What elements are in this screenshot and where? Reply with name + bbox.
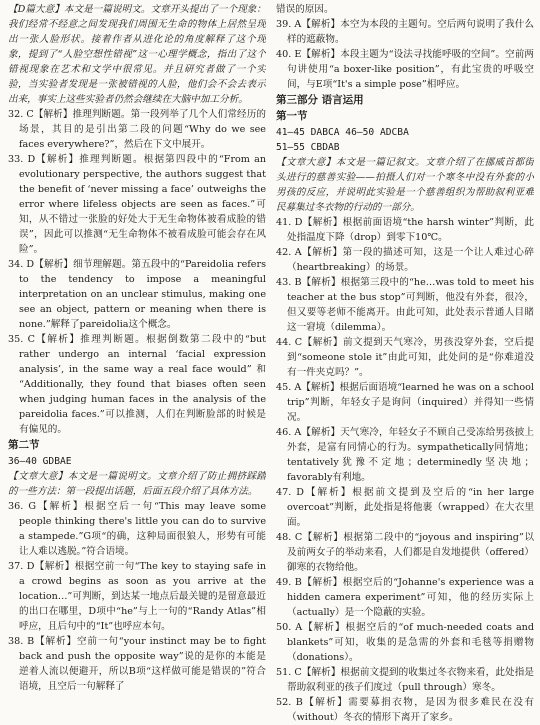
answer-item-46: 46. A【解析】天气寒冷，年轻女子不顾自己受冻给男孩披上外套，是富有同情心的行为。sympathetically同情地；tentatively犹豫不定地；determinedly坚决地；favorably有利地。 <box>276 427 534 483</box>
paragraph: 【D篇大意】本文是一篇说明文。文章开头提出了一个现象：我们经常不经意之间发现我们周围无生命的物体上居然呈现出一张人脸形状。接着作者从进化论的角度解释了这个现象，提到了“人脸空想性错视”这一心理学概念，指出了这个错视现象在艺术和文学中很常见。并且研究者做了一个实验，当实验者发现是一张被错视的人脸，他们会不会去表示出来，事实上这些实验者仍然会继续在大脑中加工分析。 <box>8 4 266 105</box>
answer-item-38: 38. B【解析】空前一句“your instinct may be to fight back and push the opposite way”说的是你的本能是逆着人流以便避开，所以B项“这样做可能是错误的”符合语境，且空后一句解释了 <box>8 636 266 692</box>
answer-item-34: 34. D【解析】细节理解题。第五段中的“Pareidolia refers to the tendency to impose a meaningful interpretation on an unclear stimulus, making one see an object, pattern or meaning when there is none.”解释了pareidolia这个概念。 <box>8 259 266 330</box>
paragraph: 【文章大意】本文是一篇记叙文。文章介绍了在挪威首都街头进行的慈善实验——拍摄人们对一个寒冬中没有外套的小男孩的反应，并说明此实验是一个慈善组织为帮助叙利亚难民募集过冬衣物的行动的一部分。 <box>276 157 534 213</box>
paragraph: 【文章大意】本文是一篇说明文。文章介绍了防止拥挤踩踏的一些方法：第一段提出话题，后面五段介绍了具体方法。 <box>8 471 266 497</box>
answer-line: 51—55 CBDAB <box>276 142 340 153</box>
answer-item-44: 44. C【解析】前文提到天气寒冷，男孩没穿外套，空后提到“someone stole it”由此可知，此处问的是“你难道没有一件夹克吗？”。 <box>276 337 534 378</box>
answer-item-37: 37. D【解析】根据空前一句“The key to staying safe in a crowd begins as soon as you arrive at the location…”可判断，到达某一地点后最关键的是留意最近的出口在哪里，D项中“he”与上一句的“Randy Atlas”相呼应，且后句中的“It”也呼应本句。 <box>8 561 266 632</box>
answer-item-42: 42. A【解析】第一段的描述可知，这是一个让人难过心碎（heartbreaking）的场景。 <box>276 247 534 273</box>
answer-item-32: 32. C【解析】推理判断题。第一段列举了几个人们常经历的场景，其目的是引出第二段的问题“Why do we see faces everywhere?”，然后在下文中展开。 <box>8 109 266 150</box>
paragraph: 错误的原因。 <box>276 4 334 15</box>
answer-item-48: 48. C【解析】根据第二段中的“joyous and inspiring”以及前两女子的举动来看，人们都是自发地提供（offered）御寒的衣物给他。 <box>276 532 534 573</box>
answer-item-43: 43. B【解析】根据第三段中的“he…was told to meet his teacher at the bus stop”可判断，他没有外套，很冷，但又要等老师不能离开。由此可知，此处表示普通人目睹这一窘境（dilemma）。 <box>276 277 534 333</box>
left-column <box>8 2 266 725</box>
answer-item-49: 49. B【解析】根据空后的“Johanne's experience was a hidden camera experiment”可知，他的经历实际上（actually）是一个隐蔽的实验。 <box>276 577 534 618</box>
answer-item-45: 45. A【解析】根据后面语境“learned he was on a school trip”判断，年轻女子是询问（inquired）并得知一些情况。 <box>276 382 534 423</box>
answer-item-52: 52. B【解析】需要募捐衣物，是因为很多难民在没有（without）冬衣的情形下离开了家乡。 <box>276 697 534 723</box>
answer-item-47: 47. D【解析】根据前文提到及空后的“in her large overcoat”判断，此处指是将他裹（wrapped）在大衣里面。 <box>276 487 534 528</box>
answer-item-51: 51. C【解析】根据前文提到的收集过冬衣物来看，此处指是帮助叙利亚的孩子们度过（pull through）寒冬。 <box>276 667 534 693</box>
section-heading: 第二节 <box>8 439 40 451</box>
part-heading: 第三部分 语言运用 <box>276 94 364 106</box>
answer-line: 41—45 DABCA 46—50 ADCBA <box>276 127 409 138</box>
answer-item-36: 36. G【解析】根据空后一句“This may leave some people thinking there's little you can do to survive a stampede.”G项“的确，这种局面很狼人，形势有可能让人难以逃脱。”符合语境。 <box>8 501 266 557</box>
right-column <box>276 2 534 725</box>
answer-item-35: 35. C【解析】推理判断题。根据倒数第二段中的“but rather undergo an internal ‘facial expression analysis’, in the same way a real face would” 和 “Additionally, they found that biases often seen when judging human faces in the analysis of the pareidolia faces.”可以推测，人们在判断脸部的时候是有偏见的。 <box>8 334 266 435</box>
answer-item-41: 41. D【解析】根据前面语境“the harsh winter”判断，此处指温度下降（drop）到零下10℃。 <box>276 217 534 243</box>
answer-item-40: 40. E【解析】本段主题为“设法寻找能呼吸的空间”。空前两句讲使用“a boxer-like position”，有此宝贵的呼吸空间，与E项“It's a simple pose”相呼应。 <box>276 49 534 90</box>
answer-item-33: 33. D【解析】推理判断题。根据第四段中的“From an evolutionary perspective, the authors suggest that the benefit of ‘never missing a face’ outweighs the error where lifeless objects are seen as faces.”可知，从不错过一张脸的好处大于无生命物体被看成脸的错误”，因此可以推测“无生命物体不被看成脸可能会存在风险”。 <box>8 154 266 255</box>
answer-item-39: 39. A【解析】本空为本段的主题句。空后两句说明了我什么样的遮蔽物。 <box>276 19 534 45</box>
section-heading: 第一节 <box>276 110 308 122</box>
answer-line: 36—40 GDBAE <box>8 456 72 467</box>
answer-item-50: 50. A【解析】根据空后的“of much-needed coats and blankets”可知，收集的是急需的外套和毛毯等捐赠物（donations）。 <box>276 622 534 663</box>
